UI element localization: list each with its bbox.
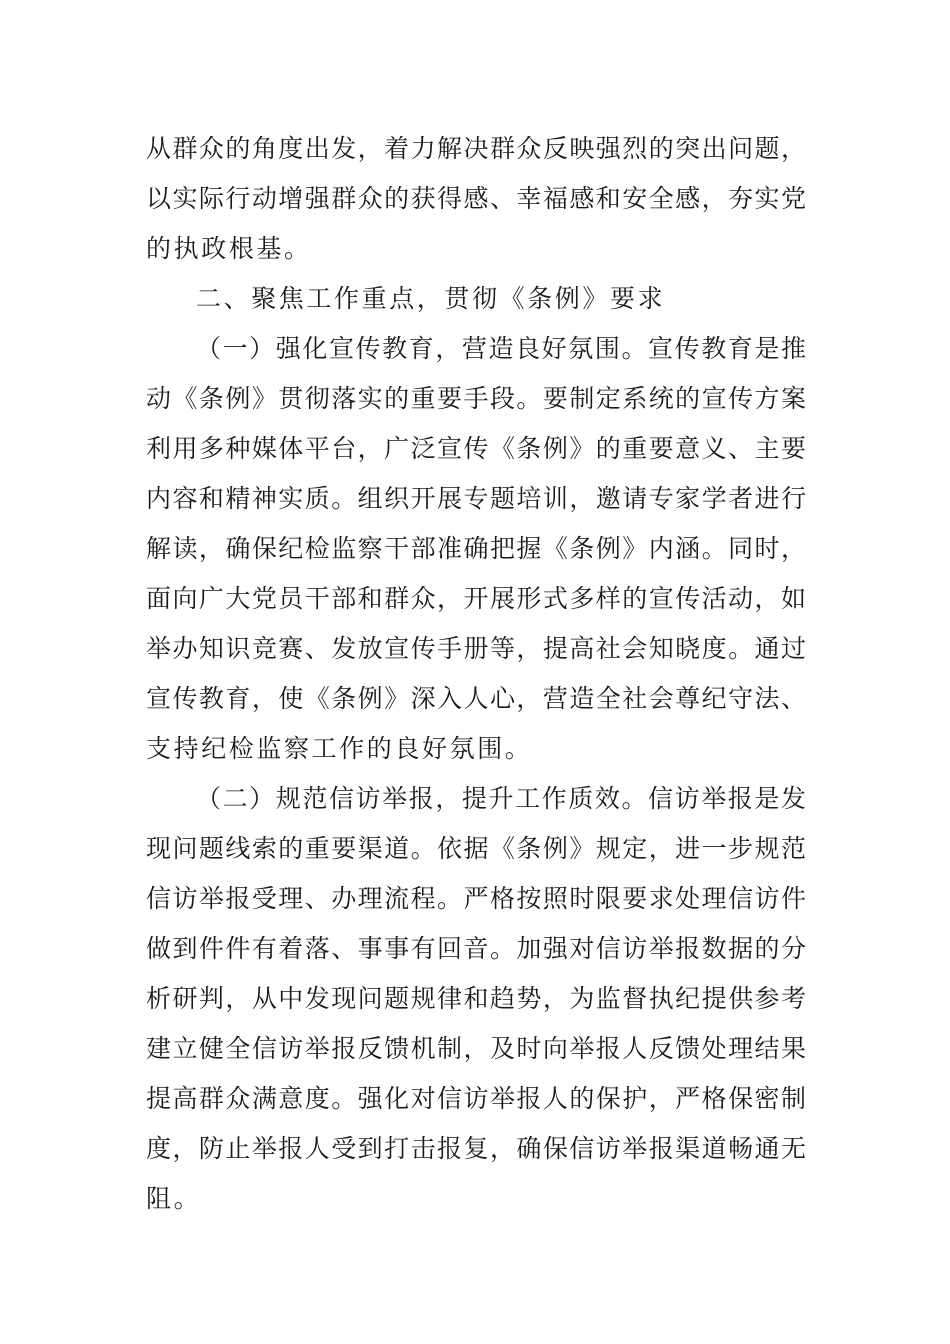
paragraph-line: 面向广大党员干部和群众，开展形式多样的宣传活动，如 <box>146 584 806 613</box>
paragraph-line: 解读，确保纪检监察干部准确把握《条例》内涵。同时， <box>146 534 806 563</box>
paragraph-line: 析研判，从中发现问题规律和趋势，为监督执纪提供参考 <box>146 984 806 1013</box>
paragraph-line: 信访举报受理、办理流程。严格按照时限要求处理信访件 <box>146 884 806 913</box>
paragraph-line: 建立健全信访举报反馈机制，及时向举报人反馈处理结果 <box>146 1034 806 1063</box>
paragraph-line: 内容和精神实质。组织开展专题培训，邀请专家学者进行 <box>146 484 806 513</box>
paragraph-line: 的执政根基。 <box>146 234 312 263</box>
section-heading: 二、聚焦工作重点，贯彻《条例》要求 <box>196 284 666 313</box>
paragraph-line: 度，防止举报人受到打击报复，确保信访举报渠道畅通无 <box>146 1134 806 1163</box>
paragraph-line: 从群众的角度出发，着力解决群众反映强烈的突出问题， <box>146 134 806 163</box>
paragraph-line: 做到件件有着落、事事有回音。加强对信访举报数据的分 <box>146 934 806 963</box>
paragraph-line: 举办知识竞赛、发放宣传手册等，提高社会知晓度。通过 <box>146 634 806 663</box>
paragraph-line: （二）规范信访举报，提升工作质效。信访举报是发 <box>196 784 806 813</box>
paragraph-line: 动《条例》贯彻落实的重要手段。要制定系统的宣传方案 <box>146 384 806 413</box>
paragraph-line: 利用多种媒体平台，广泛宣传《条例》的重要意义、主要 <box>146 434 806 463</box>
paragraph-line: （一）强化宣传教育，营造良好氛围。宣传教育是推 <box>196 334 806 363</box>
paragraph-line: 支持纪检监察工作的良好氛围。 <box>146 734 533 763</box>
paragraph-line: 阻。 <box>146 1184 202 1213</box>
paragraph-line: 提高群众满意度。强化对信访举报人的保护，严格保密制 <box>146 1084 806 1113</box>
paragraph-line: 以实际行动增强群众的获得感、幸福感和安全感，夯实党 <box>146 184 806 213</box>
paragraph-line: 宣传教育，使《条例》深入人心，营造全社会尊纪守法、 <box>146 684 806 713</box>
paragraph-line: 现问题线索的重要渠道。依据《条例》规定，进一步规范 <box>146 834 806 863</box>
